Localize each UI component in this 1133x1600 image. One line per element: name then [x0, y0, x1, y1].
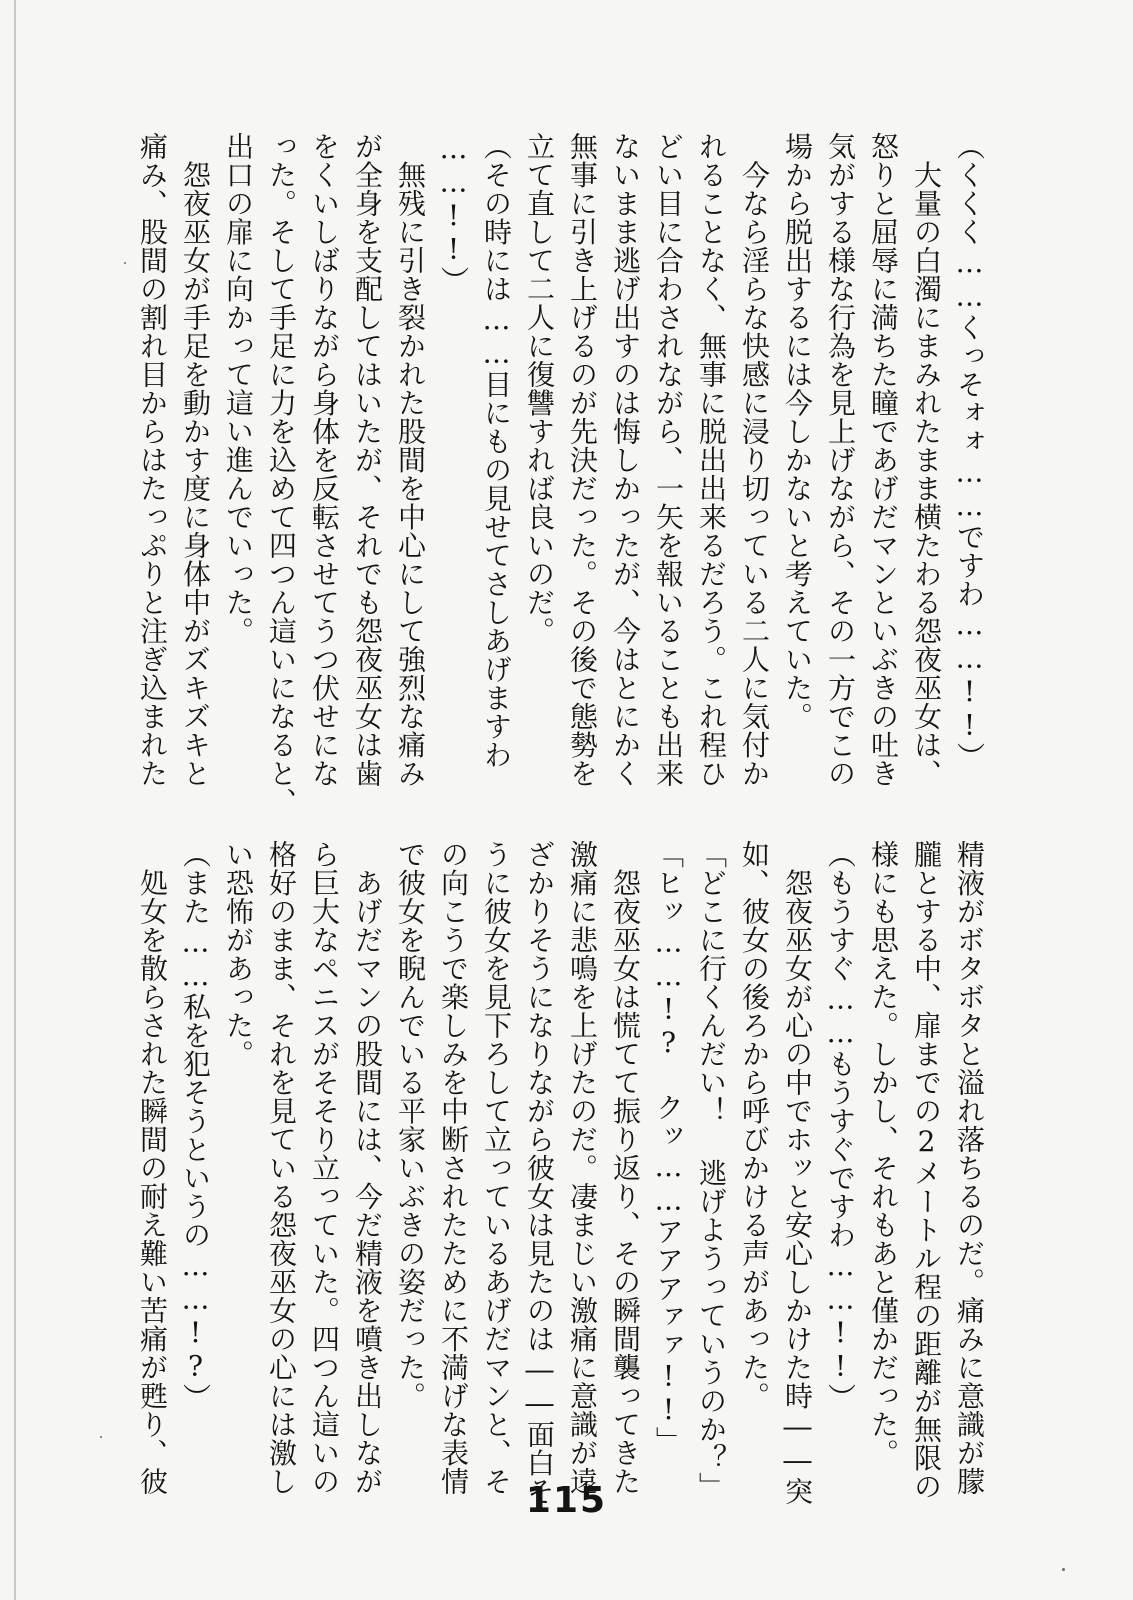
- text-line: 怒りと屈辱に満ちた瞳であげだマンといぶきの吐き: [867, 132, 900, 788]
- text-line: 痛み、股間の割れ目からはたっぷりと注ぎ込まれた: [136, 132, 169, 788]
- text-line: （その時には……目にもの見せてさしあげますわ: [480, 132, 513, 769]
- text-line: 如、彼女の後ろから呼びかける声があった。: [738, 840, 771, 1410]
- text-line: 「どこに行くんだい！ 逃げようっていうのか？」: [695, 840, 728, 1501]
- page-edge: [14, 0, 16, 1600]
- text-line: で彼女を睨んでいる平家いぶきの姿だった。: [394, 840, 427, 1410]
- text-line: が全身を支配してはいたが、それでも怨夜巫女は歯: [351, 132, 384, 788]
- text-line: 気がする様な行為を見上げながら、その一方でこの: [824, 132, 857, 788]
- text-line: 格好のまま、それを見ている怨夜巫女の心には激し: [265, 840, 298, 1496]
- text-line: （また……私を犯そうというの……!?）: [179, 840, 212, 1412]
- text-line: 場から脱出するには今しかないと考えていた。: [781, 132, 814, 731]
- text-line: あげだマンの股間には、今だ精液を噴き出しなが: [351, 840, 384, 1496]
- upper-text-block: [136, 132, 991, 816]
- text-line: 無事に引き上げるのが先決だった。その後で態勢を: [566, 132, 599, 788]
- text-line: 怨夜巫女は慌てて振り返り、その瞬間襲ってきた: [609, 840, 642, 1496]
- text-line: 大量の白濁にまみれたまま横たわる怨夜巫女は、: [910, 132, 943, 788]
- text-line: ざかりそうになりながら彼女は見たのは――面白そ: [523, 840, 556, 1506]
- scan-speck: [124, 262, 126, 264]
- text-line: ……!!）: [437, 132, 470, 295]
- text-line: をくいしばりながら身体を反転させてうつ伏せにな: [308, 132, 341, 788]
- text-line: 様にも思えた。しかし、それもあと僅かだった。: [867, 840, 900, 1467]
- scan-speck: [1062, 1568, 1065, 1571]
- text-line: 精液がボタボタと溢れ落ちるのだ。痛みに意識が朦: [953, 840, 986, 1496]
- text-line: い恐怖があった。: [222, 840, 255, 1068]
- text-line: （くくく……くっそォォ……ですわ……!!）: [953, 132, 986, 771]
- text-line: ないまま逃げ出すのは悔しかったが、今はとにかく: [609, 132, 642, 788]
- text-line: 怨夜巫女が心の中でホッと安心しかけた時――突: [781, 840, 814, 1506]
- text-line: 激痛に悲鳴を上げたのだ。凄まじい激痛に意識が遠: [566, 840, 599, 1496]
- text-line: 処女を散らされた瞬間の耐え難い苦痛が甦り、彼: [136, 840, 169, 1496]
- page-number: 115: [525, 1480, 608, 1521]
- text-line: 「ヒッ……!? クッ……アアアァァ!!」: [652, 840, 685, 1455]
- scan-speck: [100, 1436, 102, 1438]
- text-line: った。そして手足に力を込めて四つん這いになると、: [265, 132, 298, 816]
- text-line: どい目に合わされながら、一矢を報いることも出来: [652, 132, 685, 788]
- text-line: 立て直して二人に復讐すれば良いのだ。: [523, 132, 556, 645]
- text-line: ら巨大なペニスがそそり立っていた。四つん這いの: [308, 840, 341, 1496]
- text-line: うに彼女を見下ろして立っているあげだマンと、そ: [480, 840, 513, 1496]
- text-line: （もうすぐ……もうすぐですわ……!!）: [824, 840, 857, 1412]
- text-line: の向こうで楽しみを中断されたために不満げな表情: [437, 840, 470, 1496]
- text-line: 怨夜巫女が手足を動かす度に身体中がズキズキと: [179, 132, 212, 788]
- text-line: 今なら淫らな快感に浸り切っている二人に気付か: [738, 132, 771, 788]
- text-line: れることなく、無事に脱出出来るだろう。これ程ひ: [695, 132, 728, 788]
- text-line: 朧とする中、扉までの2メートル程の距離が無限の: [910, 840, 943, 1501]
- text-line: 無残に引き裂かれた股間を中心にして強烈な痛み: [394, 132, 427, 788]
- text-line: 出口の扉に向かって這い進んでいった。: [222, 132, 255, 645]
